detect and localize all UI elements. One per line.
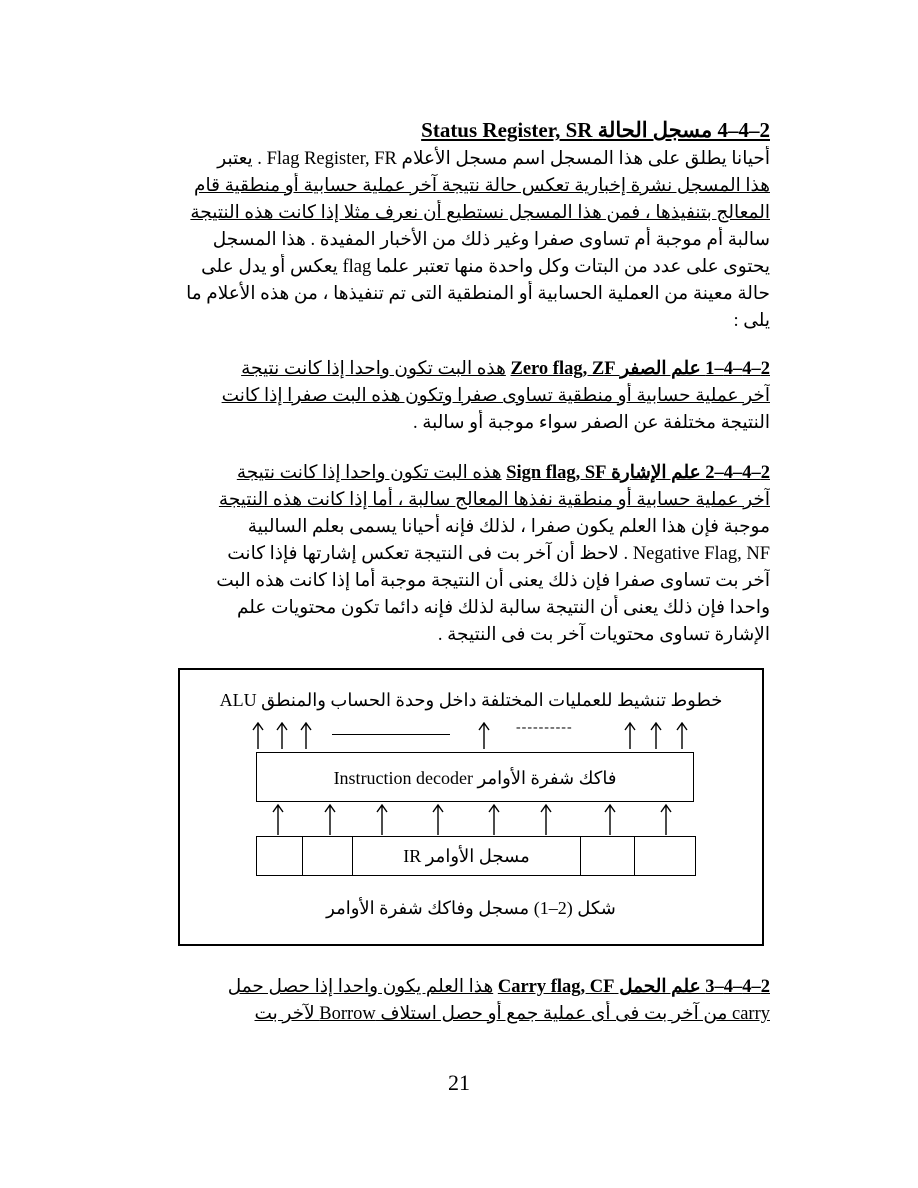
paragraph-line: [168, 974, 770, 1001]
carry-flag-text: هذا العلم يكون واحدا إذا حصل حمل: [227, 977, 494, 997]
register-cell: [257, 837, 303, 875]
up-arrow-icon: [650, 722, 662, 750]
paragraph-line: سالبة أم موجبة أم تساوى صفرا وغير ذلك من الأخبار المفيدة . هذا المسجل: [212, 230, 770, 250]
separator-line: [332, 734, 450, 735]
paragraph-line: [168, 460, 770, 487]
paragraph-line: الإشارة تساوى محتويات آخر بت فى النتيجة .: [437, 625, 770, 645]
paragraph-line: يحتوى على عدد من البتات وكل واحدة منها تعتبر علما flag يعكس أو يدل على: [201, 257, 770, 277]
paragraph-line: Negative Flag, NF . لاحظ أن آخر بت فى النتيجة تعكس إشارتها فإذا كانت: [227, 544, 770, 564]
figure-decoder-diagram: [178, 668, 764, 946]
paragraph-line: موجبة فإن هذا العلم يكون صفرا ، لذلك فإنه أحيانا يسمى بعلم السالبية: [247, 517, 770, 537]
dashed-continuation: ----------: [516, 720, 573, 735]
up-arrow-icon: [540, 804, 552, 836]
up-arrow-icon: [376, 804, 388, 836]
up-arrow-icon: [300, 722, 312, 750]
register-cell: [353, 837, 581, 875]
sign-flag-section: [168, 460, 770, 649]
register-cell: [303, 837, 353, 875]
sign-flag-heading: 2–4–4–2 علم الإشارة Sign flag, SF: [506, 463, 770, 483]
paragraph-line: آخر عملية حسابية أو منطقية تساوى صفرا وتكون هذه البت صفرا إذا كانت: [221, 386, 770, 406]
up-arrow-icon: [604, 804, 616, 836]
intro-paragraph: [168, 146, 770, 335]
paragraph-line: المعالج بتنفيذها ، فمن هذا المسجل نستطيع أن نعرف مثلا إذا كانت هذه النتيجة: [190, 203, 770, 223]
up-arrow-icon: [276, 722, 288, 750]
up-arrow-icon: [488, 804, 500, 836]
figure-caption: شكل (2–1) مسجل وفاكك شفرة الأوامر: [326, 898, 616, 918]
paragraph-line: آخر بت تساوى صفرا فإن ذلك يعنى أن النتيجة موجبة أما إذا كانت هذه البت: [216, 571, 770, 591]
paragraph-line: يلى :: [733, 311, 770, 331]
carry-flag-section: [168, 974, 770, 1028]
carry-flag-heading: 2–4–4–3 علم الحمل Carry flag, CF: [497, 977, 770, 997]
instruction-register-label: مسجل الأوامر IR: [403, 846, 530, 866]
up-arrow-icon: [324, 804, 336, 836]
alu-activation-lines-label: خطوط تنشيط للعمليات المختلفة داخل وحدة الحساب والمنطق ALU: [219, 690, 723, 710]
zero-flag-heading: 2–4–4–1 علم الصفر Zero flag, ZF: [510, 359, 770, 379]
register-cell: [581, 837, 635, 875]
up-arrow-icon: [624, 722, 636, 750]
paragraph-line: [168, 356, 770, 383]
zero-flag-text: هذه البت تكون واحدا إذا كانت نتيجة: [241, 359, 506, 379]
paragraph-line: النتيجة مختلفة عن الصفر سواء موجبة أو سالبة .: [412, 413, 770, 433]
up-arrow-icon: [272, 804, 284, 836]
page-number: 21: [448, 1070, 470, 1095]
paragraph-line: حالة معينة من العملية الحسابية أو المنطقية التى تم تنفيذها ، من هذه الأعلام ما: [186, 284, 770, 304]
section-heading: 2–4–4 مسجل الحالة Status Register, SR: [421, 118, 770, 142]
instruction-register-box: [256, 836, 696, 876]
zero-flag-section: [168, 356, 770, 437]
paragraph-line: واحدا فإن ذلك يعنى أن النتيجة سالبة لذلك فإنه دائما تكون محتويات علم: [236, 598, 770, 618]
up-arrow-icon: [432, 804, 444, 836]
paragraph-line: أحيانا يطلق على هذا المسجل اسم مسجل الأعلام Flag Register, FR . يعتبر: [217, 149, 770, 169]
up-arrow-icon: [660, 804, 672, 836]
paragraph-line: carry من آخر بت فى أى عملية جمع أو حصل استلاف Borrow لآخر بت: [254, 1004, 770, 1024]
instruction-decoder-box: فاكك شفرة الأوامر Instruction decoder: [256, 752, 694, 802]
paragraph-line: هذا المسجل نشرة إخبارية تعكس حالة نتيجة آخر عملية حسابية أو منطقية قام: [194, 176, 770, 196]
paragraph-line: آخر عملية حسابية أو منطقية نفذها المعالج سالبة ، أما إذا كانت هذه النتيجة: [218, 490, 770, 510]
up-arrow-icon: [676, 722, 688, 750]
up-arrow-icon: [252, 722, 264, 750]
sign-flag-text: هذه البت تكون واحدا إذا كانت نتيجة: [236, 463, 502, 483]
register-cell: [635, 837, 693, 875]
up-arrow-icon: [478, 722, 490, 750]
